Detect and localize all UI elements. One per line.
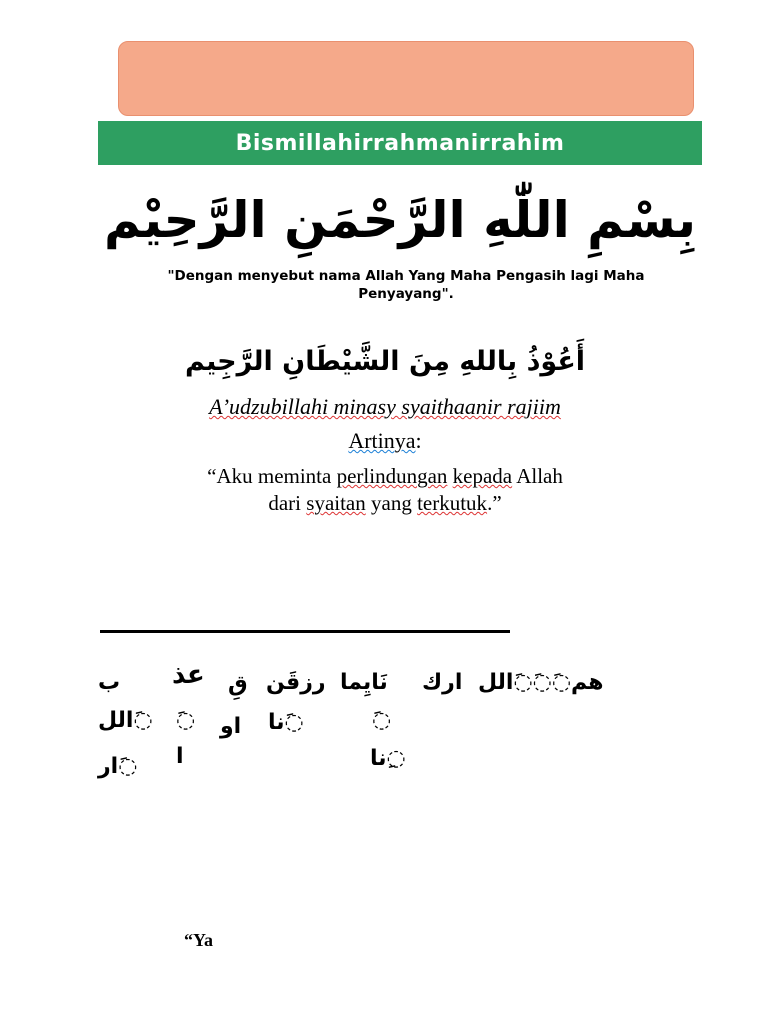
meaning-fragment: .” xyxy=(487,491,502,515)
arabic-fragment: او xyxy=(220,714,242,739)
taawwudh-meaning xyxy=(130,463,640,517)
divider-line xyxy=(100,630,510,633)
arabic-fragment: هم◌َ◌َ◌َالل xyxy=(478,670,604,695)
meaning-fragment: terkutuk xyxy=(417,491,488,515)
meaning-fragment: perlindungan xyxy=(336,464,448,488)
footer-text: “Ya xyxy=(184,930,214,950)
basmalah-meaning-line2: Penyayang". xyxy=(358,286,454,302)
meaning-fragment: kepada xyxy=(452,464,513,488)
artinya-label xyxy=(140,427,630,455)
artinya-word: Artinya xyxy=(348,428,416,453)
artinya-colon: : xyxy=(415,428,422,453)
taawwudh-arabic: أَعُوْذُ بِاللهِ مِنَ الشَّيْطَانِ الرَّجِيم xyxy=(184,346,586,377)
arabic-fragment: ◌َنا xyxy=(268,710,304,735)
banner-title: Bismillahirrahmanirrahim xyxy=(235,130,565,156)
meaning-fragment: dari xyxy=(268,491,307,515)
arabic-fragment: ◌َ xyxy=(372,708,392,733)
meaning-fragment: Allah xyxy=(512,464,563,488)
taawwudh-meaning-line1 xyxy=(130,463,640,490)
arabic-fragment: نَايِما xyxy=(340,670,388,695)
arabic-fragment: رزقَن xyxy=(266,670,326,695)
arabic-fragment: عذ xyxy=(172,660,205,690)
arabic-fragment: ◌َ xyxy=(176,708,196,733)
arabic-fragment: ب xyxy=(98,670,121,695)
arabic-fragment: ◌ِنا xyxy=(370,746,406,771)
arabic-fragment: ◌َار xyxy=(98,754,138,779)
basmalah-meaning xyxy=(118,267,694,303)
taawwudh-latin xyxy=(140,393,630,421)
arabic-fragment: قِ xyxy=(228,672,248,697)
header-box xyxy=(118,41,694,116)
meaning-fragment: yang xyxy=(365,491,418,515)
basmalah-meaning-line1: "Dengan menyebut nama Allah Yang Maha Pengasih lagi Maha xyxy=(167,268,645,284)
taawwudh-latin-text: A’udzubillahi minasy syaithaanir rajiim xyxy=(209,394,561,419)
taawwudh-meaning-line2 xyxy=(130,490,640,517)
arabic-fragment: ارك xyxy=(422,670,463,695)
meaning-fragment: syaitan xyxy=(306,491,366,515)
title-banner xyxy=(98,121,702,165)
arabic-fragment: ◌َالل xyxy=(98,708,153,733)
meaning-fragment: “Aku meminta xyxy=(207,464,337,488)
basmalah-arabic: بِسْمِ اللّٰهِ الرَّحْمَنِ الرَّحِيْم xyxy=(104,191,696,249)
arabic-fragment: ا xyxy=(176,744,184,769)
